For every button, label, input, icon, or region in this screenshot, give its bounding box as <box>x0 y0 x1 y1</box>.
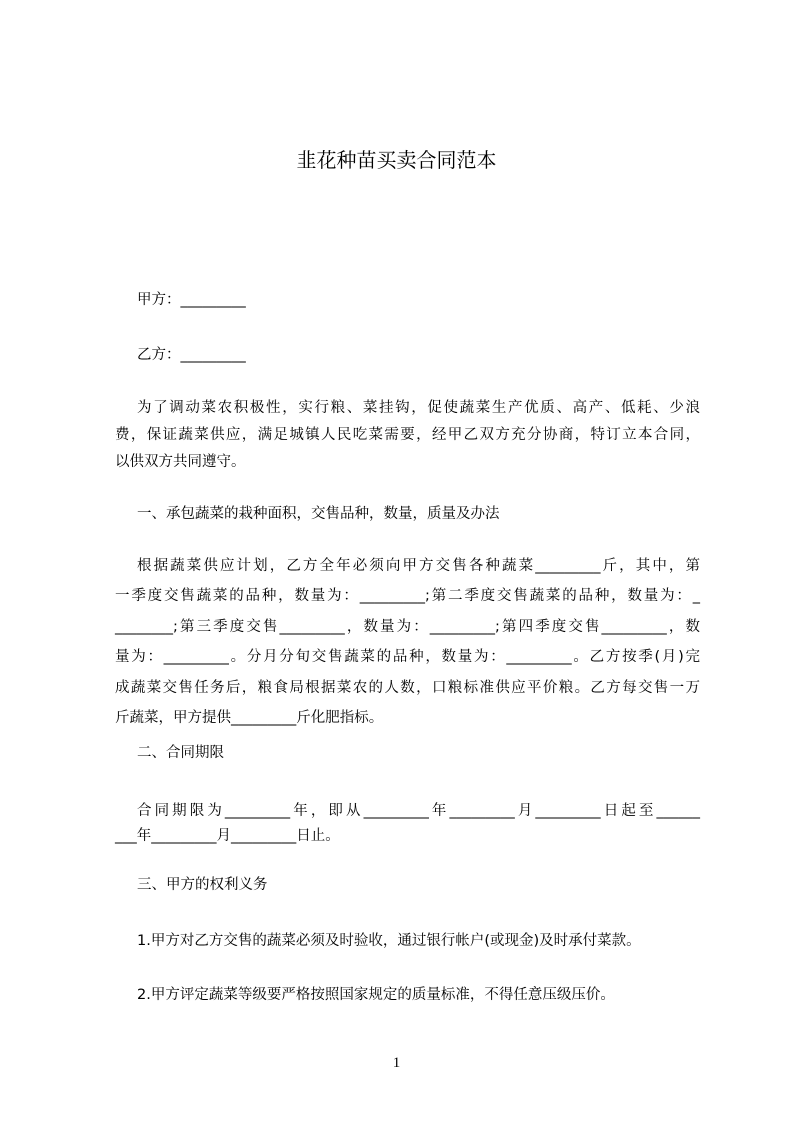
section3-heading: 三、甲方的权利义务 <box>137 877 268 893</box>
section3-item: 2.甲方评定蔬菜等级要严格按照国家规定的质量标准，不得任意压级压价。 <box>137 987 615 1003</box>
section1-heading: 一、承包蔬菜的栽种面积，交售品种，数量，质量及办法 <box>137 506 500 522</box>
section3-item: 1.甲方对乙方交售的蔬菜必须及时验收，通过银行帐户(或现金)及时承付菜款。 <box>137 933 641 949</box>
document-title: 韭花种苗买卖合同范本 <box>296 148 497 172</box>
section1-line: 量为：_________。分月分旬交售蔬菜的品种，数量为：_________。乙方按季(月)完 <box>115 649 700 665</box>
section1-line: 一季度交售蔬菜的品种，数量为：_________;第二季度交售蔬菜的品种，数量为：_ <box>115 588 700 604</box>
intro-line: 为了调动菜农积极性，实行粮、菜挂钩，促使蔬菜生产优质、高产、低耗、少浪 <box>137 400 700 416</box>
section2-heading: 二、合同期限 <box>137 745 224 761</box>
section1-line: 成蔬菜交售任务后，粮食局根据菜农的人数，口粮标准供应平价粮。乙方每交售一万 <box>115 680 700 696</box>
section1-line: 根据蔬菜供应计划，乙方全年必须向甲方交售各种蔬菜_________斤，其中，第 <box>137 558 700 574</box>
section1-line: ________;第三季度交售_________，数量为：_________;第四季度交售_________，数 <box>115 619 700 635</box>
section1-line: 斤蔬菜，甲方提供_________斤化肥指标。 <box>115 710 384 726</box>
intro-line: 以供双方共同遵守。 <box>115 454 246 470</box>
section2-line: 合同期限为_________年，即从_________年_________月_________日起至______ <box>137 803 700 819</box>
page-number: 1 <box>392 1055 401 1071</box>
section2-line: ___年_________月_________日止。 <box>115 828 340 844</box>
party-a-line: 甲方：_________ <box>137 292 246 308</box>
party-b-line: 乙方：_________ <box>137 347 246 363</box>
intro-line: 费，保证蔬菜供应，满足城镇人民吃菜需要，经甲乙双方充分协商，特订立本合同， <box>115 427 700 443</box>
